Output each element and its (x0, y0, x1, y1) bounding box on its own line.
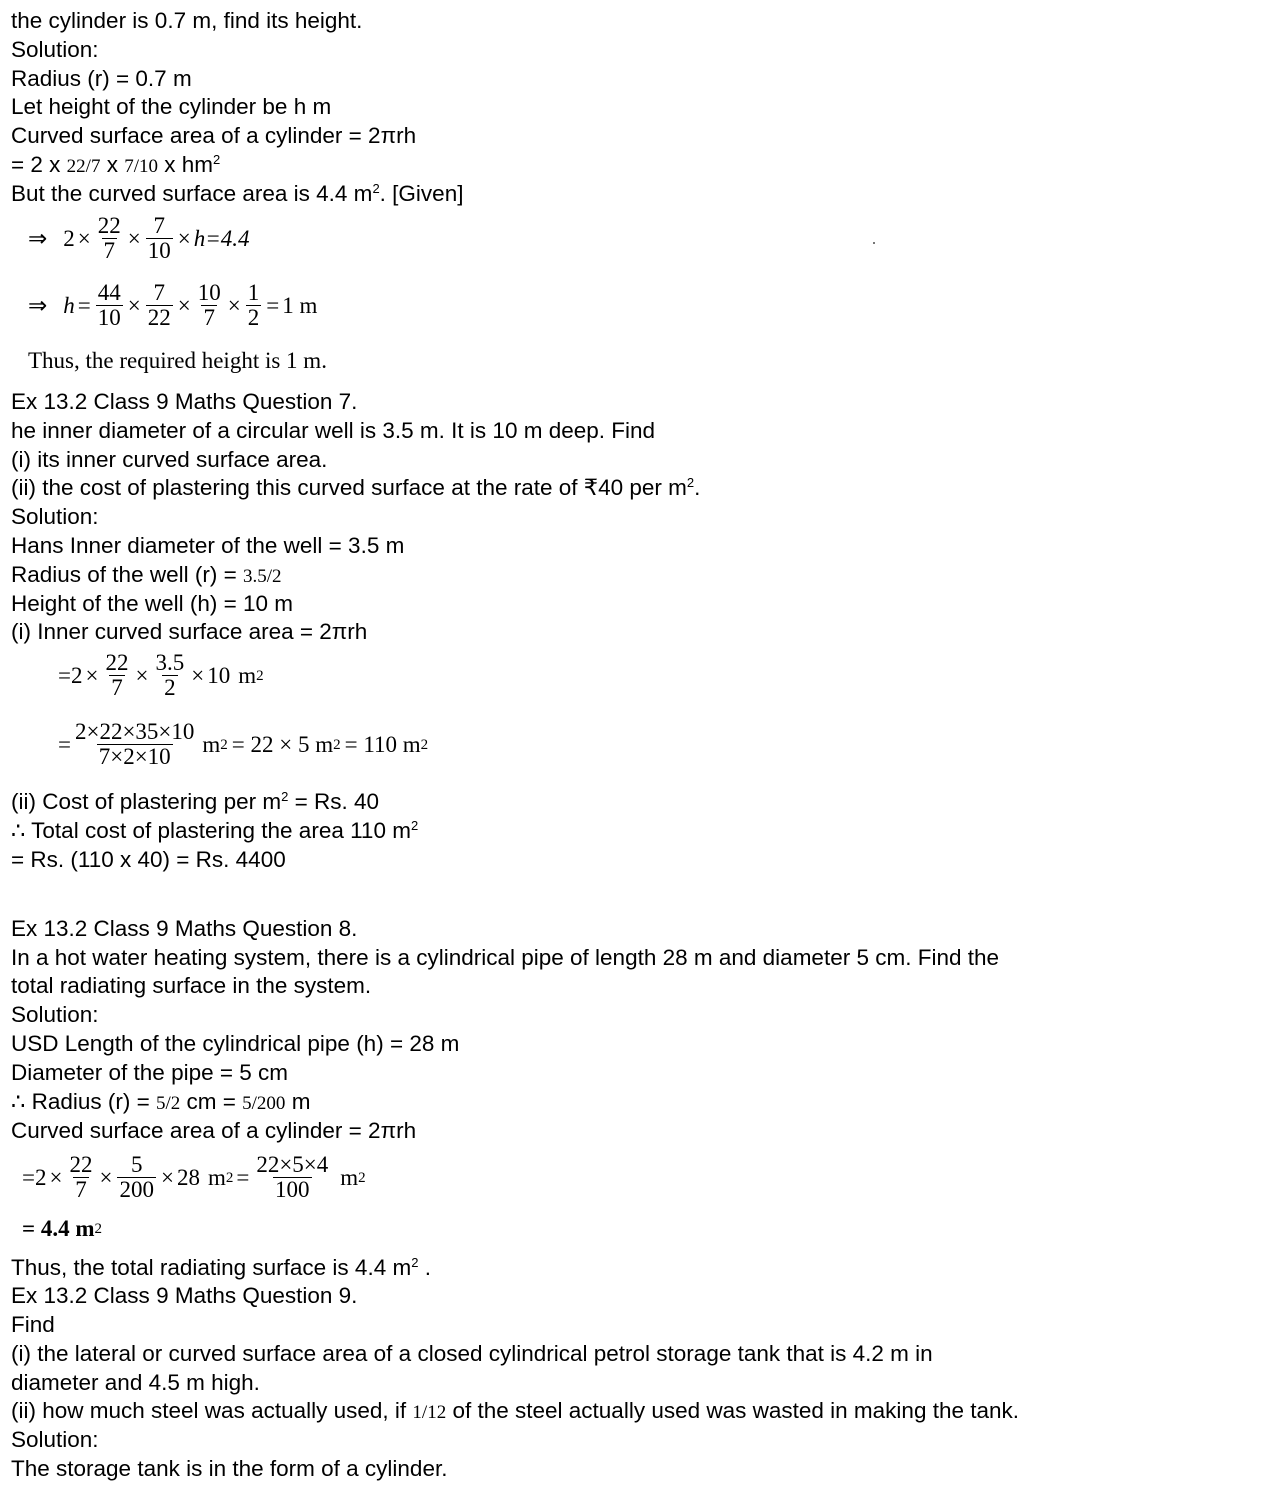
text-run: . (418, 1255, 431, 1280)
text-run: ∴ Radius (r) = (11, 1089, 156, 1114)
text-line: total radiating surface in the system. (11, 973, 372, 998)
denominator: 7×2×10 (98, 744, 171, 769)
numerator: 1 (247, 280, 260, 305)
numerator: 22 (97, 213, 121, 238)
fraction (153, 651, 186, 700)
text-line (11, 788, 379, 817)
equals-symbol: = (58, 662, 71, 688)
eq-term: = 22 × 5 m (231, 731, 334, 757)
text-line: (i) its inner curved surface area. (11, 447, 328, 472)
eq-term: = 110 m (344, 731, 421, 757)
text-line: = Rs. (110 x 40) = Rs. 4400 (11, 847, 286, 872)
superscript: 2 (686, 475, 695, 490)
fraction (146, 281, 173, 330)
times-symbol: × (177, 225, 191, 251)
denominator: 10 (147, 238, 171, 263)
times-symbol: × (99, 1164, 113, 1190)
unit: m (238, 662, 257, 688)
text-line: USD Length of the cylindrical pipe (h) = 28 m (11, 1031, 460, 1056)
text-line: (i) Inner curved surface area = 2πrh (11, 619, 368, 644)
solution-heading: Solution: (11, 37, 99, 62)
equation-3 (28, 348, 327, 374)
fraction (246, 281, 262, 330)
times-symbol: × (177, 292, 191, 318)
numerator: 2×22×35×10 (74, 719, 195, 744)
fraction-inline: 1/12 (412, 1402, 447, 1423)
fraction-inline: 5/2 (155, 1093, 181, 1114)
numerator: 22×5×4 (256, 1152, 329, 1177)
superscript: 2 (372, 181, 380, 196)
denominator: 22 (147, 305, 171, 330)
text-run: m (285, 1089, 311, 1114)
denominator: 2 (164, 675, 176, 700)
unit: m (340, 1164, 359, 1190)
text-line (11, 1397, 1019, 1428)
equation-1 (28, 214, 250, 263)
superscript: 2 (410, 818, 419, 833)
fraction (254, 1153, 330, 1202)
times-symbol: × (160, 1164, 174, 1190)
text-line (11, 817, 418, 846)
fraction (146, 214, 173, 263)
text-line (11, 180, 463, 209)
text-run: (ii) Cost of plastering per m (11, 789, 282, 814)
numerator: 22 (105, 650, 129, 675)
eq-term: 10 (207, 662, 231, 688)
equals-symbol: = (58, 731, 71, 757)
fraction (73, 720, 196, 769)
fraction (96, 281, 123, 330)
text-line: Curved surface area of a cylinder = 2πrh (11, 1118, 417, 1143)
equation-4: = 2 × $\frac{22}{7}$ × $\frac{3.5}{2}$ × 10 m 2 (58, 650, 264, 700)
times-symbol: × (227, 292, 241, 318)
question-heading: Ex 13.2 Class 9 Maths Question 8. (11, 916, 358, 941)
denominator: 7 (103, 238, 116, 263)
times-symbol: × (191, 662, 205, 688)
denominator: 2 (247, 305, 260, 330)
numerator: 7 (153, 280, 165, 305)
times-symbol: × (77, 225, 91, 251)
text-line (11, 561, 282, 592)
implies-symbol: ⇒ (28, 225, 48, 251)
text-line: Height of the well (h) = 10 m (11, 591, 294, 616)
text-line: (i) the lateral or curved surface area of a closed cylindrical petrol storage tank that is 4.2 m in (11, 1341, 933, 1366)
superscript: 2 (213, 152, 221, 167)
denominator: 7 (75, 1177, 87, 1202)
text-line: Hans Inner diameter of the well = 3.5 m (11, 533, 405, 558)
numerator: 44 (97, 280, 121, 305)
numerator: 7 (153, 213, 165, 238)
text-run: = Rs. 40 (288, 789, 379, 814)
numerator: 22 (69, 1152, 93, 1177)
equals-symbol: = (236, 1164, 250, 1190)
solution-heading: Solution: (11, 1427, 99, 1452)
unit: m (202, 731, 221, 757)
text-run: (ii) the cost of plastering this curved surface at the rate of ₹40 per m (11, 475, 687, 500)
text-run: cm = (180, 1089, 243, 1114)
eq-term: h=4.4 (193, 225, 250, 251)
question-heading: Ex 13.2 Class 9 Maths Question 9. (11, 1283, 358, 1308)
eq-term: h (63, 292, 75, 318)
text-line (11, 1088, 310, 1119)
times-symbol: × (127, 225, 141, 251)
fraction-inline: 22/7 (66, 156, 101, 177)
fraction (196, 281, 223, 330)
text-line: Radius (r) = 0.7 m (11, 66, 192, 91)
text-run: Radius of the well (r) = (11, 562, 243, 587)
text-run: . (694, 475, 701, 500)
text-run: . [Given] (379, 181, 464, 206)
numerator: 5 (130, 1152, 143, 1177)
text-line: Find (11, 1312, 55, 1337)
equation-7: = 4.4 m 2 (22, 1216, 103, 1241)
stray-dot (873, 242, 875, 244)
superscript: 2 (411, 1255, 419, 1270)
question-heading: Ex 13.2 Class 9 Maths Question 7. (11, 389, 358, 414)
text-line: Diameter of the pipe = 5 cm (11, 1060, 289, 1085)
equation-2 (28, 281, 317, 330)
eq-term: 2 (34, 1164, 47, 1190)
denominator: 7 (203, 305, 215, 330)
solution-heading: Solution: (11, 504, 99, 529)
equation-5: = $\frac{2\times 22\times 35\times 10}{7\times 2\times 10}$ m 2 = 22 × 5 m 2 = 110 m 2 (58, 719, 429, 769)
text-run: But the curved surface area is 4.4 m (11, 181, 373, 206)
solution-heading: Solution: (11, 1002, 99, 1027)
text-run: ∴ Total cost of plastering the area 110 m (11, 818, 411, 843)
denominator: 100 (275, 1177, 310, 1202)
eq-term: = 4.4 m (22, 1216, 95, 1241)
fraction (117, 1153, 156, 1202)
superscript: 2 (281, 789, 289, 804)
equation-6: = 2 × $\frac{22}{7}$ × $\frac{5}{200}$ × 28 m 2 = $\frac{22\times 5\times 4}{100}$ m 2 (22, 1152, 366, 1202)
fraction-inline: 3.5/2 (242, 566, 282, 587)
unit: m (207, 1164, 226, 1190)
eq-term: 2 (70, 662, 83, 688)
fraction (103, 651, 130, 700)
fraction-inline: 5/200 (242, 1093, 286, 1114)
eq-term: 1 m (282, 292, 318, 318)
fraction-inline: 7/10 (124, 156, 158, 177)
text-run: x (100, 152, 125, 177)
equals-symbol: = (77, 292, 91, 318)
text-run: x hm (158, 152, 214, 177)
eq-term: 28 (176, 1164, 200, 1190)
equals-symbol: = (266, 292, 280, 318)
fraction (96, 214, 123, 263)
times-symbol: × (49, 1164, 63, 1190)
times-symbol: × (135, 662, 149, 688)
equals-symbol: = (22, 1164, 35, 1190)
text-line (11, 474, 700, 503)
text-line: The storage tank is in the form of a cylinder. (11, 1456, 448, 1481)
numerator: 3.5 (155, 650, 185, 675)
text-line (11, 1254, 431, 1283)
denominator: 10 (97, 305, 121, 330)
text-line: Let height of the cylinder be h m (11, 94, 332, 119)
denominator: 200 (119, 1177, 154, 1202)
text-run: (ii) how much steel was actually used, if (11, 1398, 413, 1423)
text-line: the cylinder is 0.7 m, find its height. (11, 8, 363, 33)
text-line: he inner diameter of a circular well is 3.5 m. It is 10 m deep. Find (11, 418, 656, 443)
times-symbol: × (85, 662, 99, 688)
text-line: In a hot water heating system, there is a cylindrical pipe of length 28 m and diameter 5 cm. Find the (11, 945, 1000, 970)
eq-term: 2 (63, 225, 75, 251)
text-line: diameter and 4.5 m high. (11, 1370, 260, 1395)
fraction (67, 1153, 94, 1202)
text-run: Thus, the total radiating surface is 4.4 m (11, 1255, 412, 1280)
text-line: Curved surface area of a cylinder = 2πrh (11, 123, 417, 148)
text-run: of the steel actually used was wasted in making the tank. (446, 1398, 1020, 1423)
conclusion-text: Thus, the required height is 1 m. (28, 348, 327, 373)
implies-symbol: ⇒ (28, 292, 48, 318)
text-line (11, 151, 220, 182)
text-run: = 2 x (11, 152, 67, 177)
denominator: 7 (111, 675, 123, 700)
numerator: 10 (197, 280, 221, 305)
times-symbol: × (127, 292, 141, 318)
